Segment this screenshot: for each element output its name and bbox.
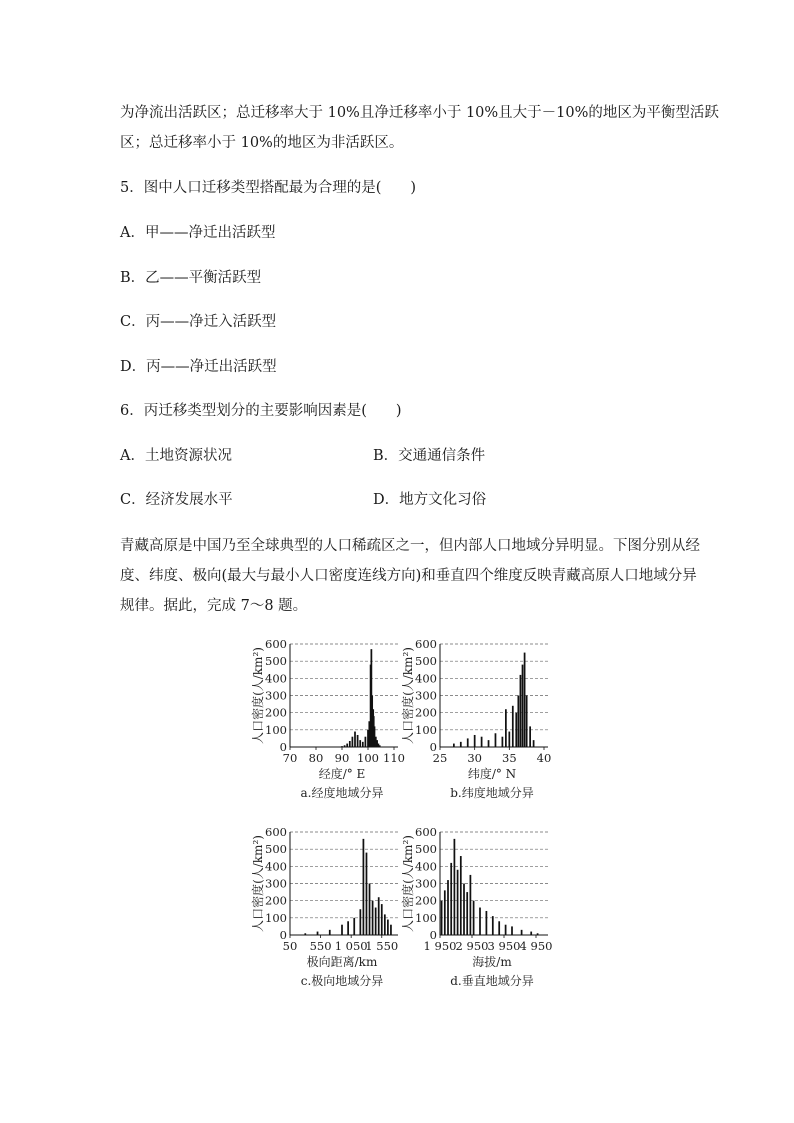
bar: [329, 930, 331, 935]
bar: [537, 933, 539, 935]
bar: [379, 745, 381, 747]
y-axis-label: 人口密度(人/km²): [251, 647, 265, 744]
bar: [450, 863, 452, 935]
y-axis-label: 人口密度(人/km²): [251, 835, 265, 932]
y-tick-label: 500: [265, 654, 287, 669]
x-tick-label: 70: [282, 751, 298, 765]
bar: [470, 875, 472, 935]
y-tick-label: 0: [429, 740, 437, 754]
y-tick-label: 400: [265, 859, 287, 874]
chart-longitude-svg: [248, 636, 408, 806]
bar: [347, 921, 349, 935]
bar: [366, 853, 368, 935]
y-tick-label: 300: [415, 876, 437, 891]
passage-line-2: 度、纬度、极向(最大与最小人口密度连线方向)和垂直四个维度反映青藏高原人口地域分异: [120, 568, 697, 584]
q6-option-d: D．地方文化习俗: [373, 492, 487, 508]
bar: [363, 839, 365, 935]
bar: [447, 880, 449, 935]
bar: [441, 901, 443, 935]
y-tick-label: 200: [415, 893, 437, 908]
bar: [524, 653, 526, 747]
x-tick-label: 3 950: [487, 939, 521, 953]
bar: [512, 706, 514, 747]
y-tick-label: 500: [265, 842, 287, 857]
y-tick-label: 400: [415, 859, 437, 874]
q6-stem: 6．丙迁移类型划分的主要影响因素是( ): [120, 403, 402, 419]
y-tick-label: 300: [265, 876, 287, 891]
bar: [317, 932, 319, 935]
bar: [341, 925, 343, 935]
y-tick-label: 200: [265, 893, 287, 908]
x-tick-label: 110: [383, 751, 405, 765]
bar: [346, 744, 348, 747]
intro-line-1: 为净流出活跃区；总迁移率大于 10%且净迁移率小于 10%且大于－10%的地区为平衡型活跃: [120, 105, 719, 121]
bar: [454, 839, 456, 935]
bar: [486, 911, 488, 935]
bar: [505, 709, 507, 747]
bar: [511, 926, 513, 935]
bar: [505, 925, 507, 935]
bar: [533, 740, 535, 747]
bar: [444, 890, 446, 935]
chart-caption: a.经度地域分异: [300, 786, 384, 800]
bar: [466, 892, 468, 935]
y-tick-label: 600: [415, 825, 437, 839]
y-tick-label: 200: [415, 705, 437, 720]
chart-caption: b.纬度地域分异: [450, 786, 534, 800]
y-tick-label: 600: [265, 825, 287, 839]
bar: [353, 918, 355, 935]
q5-option-a: A．甲——净迁出活跃型: [120, 225, 276, 241]
y-tick-label: 600: [415, 637, 437, 651]
bar: [526, 696, 528, 748]
chart-altitude: [398, 824, 558, 994]
bar: [460, 856, 462, 935]
bar: [378, 897, 380, 935]
x-tick-label: 100: [357, 751, 379, 765]
bar: [508, 732, 510, 747]
y-tick-label: 0: [429, 928, 437, 942]
bar: [457, 870, 459, 935]
chart-caption: c.极向地域分异: [300, 974, 384, 988]
q5-option-b: B．乙——平衡活跃型: [120, 270, 262, 286]
bar: [517, 696, 519, 748]
chart-polar-svg: [248, 824, 408, 994]
bar: [495, 733, 497, 747]
x-tick-label: 1 550: [365, 939, 399, 953]
q6-option-c: C．经济发展水平: [120, 492, 233, 508]
bar: [460, 742, 462, 747]
y-tick-label: 100: [265, 910, 287, 925]
bar: [344, 745, 346, 747]
bar: [453, 744, 455, 747]
bar: [359, 740, 361, 747]
bar: [352, 737, 354, 747]
x-tick-label: 50: [282, 939, 298, 953]
y-tick-label: 300: [415, 688, 437, 703]
y-tick-label: 300: [265, 688, 287, 703]
y-tick-label: 0: [279, 740, 287, 754]
bar: [492, 916, 494, 935]
bar: [354, 732, 356, 747]
x-tick-label: 1 050: [334, 939, 368, 953]
bar: [474, 735, 476, 747]
bar: [515, 713, 517, 747]
bar: [502, 737, 504, 747]
q5-stem: 5．图中人口迁移类型搭配最为合理的是( ): [120, 180, 417, 196]
y-axis-label: 人口密度(人/km²): [401, 647, 415, 744]
y-tick-label: 0: [279, 928, 287, 942]
y-tick-label: 600: [265, 637, 287, 651]
passage-line-3: 规律。据此，完成 7～8 题。: [120, 598, 308, 614]
bar: [498, 921, 500, 935]
x-tick-label: 90: [334, 751, 350, 765]
bar: [488, 740, 490, 747]
bar: [349, 741, 351, 747]
bar: [479, 908, 481, 935]
y-tick-label: 500: [415, 842, 437, 857]
bar: [369, 884, 371, 936]
bar: [473, 901, 475, 935]
bar: [467, 738, 469, 747]
bar: [520, 675, 522, 747]
chart-caption: d.垂直地域分异: [450, 974, 534, 988]
passage-line-1: 青藏高原是中国乃至全球典型的人口稀疏区之一，但内部人口地域分异明显。下图分别从经: [120, 538, 700, 554]
q6-option-b: B．交通通信条件: [373, 448, 486, 464]
bar: [304, 933, 306, 935]
y-tick-label: 400: [415, 671, 437, 686]
bar: [522, 665, 524, 747]
chart-polar: [248, 824, 408, 994]
y-tick-label: 100: [415, 910, 437, 925]
y-axis-label: 人口密度(人/km²): [401, 835, 415, 932]
y-tick-label: 400: [265, 671, 287, 686]
chart-latitude: [398, 636, 558, 806]
q5-option-c: C．丙——净迁入活跃型: [120, 314, 277, 330]
bar: [390, 925, 392, 935]
bar: [341, 746, 343, 747]
x-tick-label: 550: [309, 939, 332, 953]
x-tick-label: 80: [308, 751, 324, 765]
x-tick-label: 30: [467, 751, 482, 765]
x-tick-label: 4 950: [519, 939, 553, 953]
x-tick-label: 40: [536, 751, 552, 765]
y-tick-label: 100: [265, 722, 287, 737]
chart-altitude-svg: [398, 824, 558, 994]
y-tick-label: 500: [415, 654, 437, 669]
intro-line-2: 区；总迁移率小于 10%的地区为非活跃区。: [120, 135, 404, 151]
bar: [362, 742, 364, 747]
bar: [372, 901, 374, 935]
bar: [481, 737, 483, 747]
bar: [521, 930, 523, 935]
q5-option-d: D．丙——净迁出活跃型: [120, 359, 277, 375]
x-tick-label: 1 950: [423, 939, 457, 953]
bar: [357, 735, 359, 747]
bar: [463, 884, 465, 936]
bar: [530, 932, 532, 935]
x-tick-label: 2 950: [455, 939, 489, 953]
x-axis-label: 极向距离/km: [306, 955, 378, 969]
bar: [387, 920, 389, 935]
q6-option-a: A．土地资源状况: [120, 448, 232, 464]
x-axis-label: 海拔/m: [472, 955, 512, 969]
chart-latitude-svg: [398, 636, 558, 806]
chart-longitude: [248, 636, 408, 806]
bar: [375, 908, 377, 935]
bar: [384, 914, 386, 935]
bar: [529, 726, 531, 747]
y-tick-label: 200: [265, 705, 287, 720]
x-axis-label: 纬度/° N: [467, 767, 517, 781]
y-tick-label: 100: [415, 722, 437, 737]
x-tick-label: 25: [432, 751, 448, 765]
bar: [365, 737, 367, 747]
bar: [359, 909, 361, 935]
x-axis-label: 经度/° E: [318, 767, 366, 781]
bar: [381, 904, 383, 935]
x-tick-label: 35: [502, 751, 517, 765]
